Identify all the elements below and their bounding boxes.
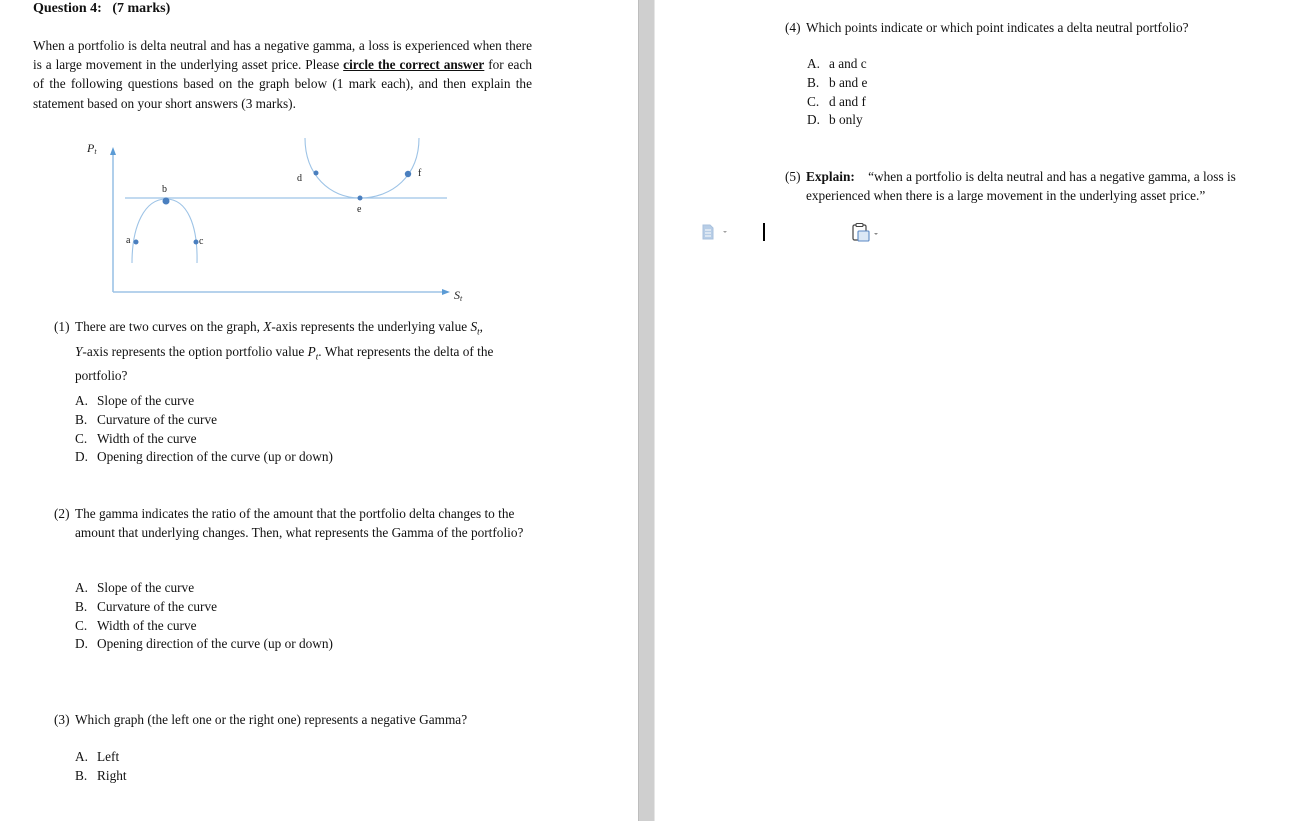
option-3b[interactable]: B. Right: [75, 767, 127, 783]
document-page-left: [0, 0, 638, 821]
label-c: c: [199, 236, 204, 247]
option-4a[interactable]: A. a and c: [807, 56, 867, 71]
point-e: [358, 196, 363, 201]
option-2b[interactable]: B. Curvature of the curve: [75, 598, 217, 614]
item-1-options: [75, 392, 333, 467]
document-format-icon: [702, 224, 730, 240]
item-number: (5): [785, 169, 801, 184]
option-1b[interactable]: B. Curvature of the curve: [75, 411, 217, 427]
point-f: [405, 171, 411, 177]
item-2-options: [75, 579, 333, 654]
question-item-1: [54, 317, 532, 385]
y-axis-label: Pt: [87, 141, 97, 156]
item-4-options: [807, 55, 867, 130]
option-1a[interactable]: A. Slope of the curve: [75, 393, 195, 408]
question-intro: [33, 36, 532, 113]
label-f: f: [418, 168, 422, 179]
x-axis-label: St: [454, 288, 463, 303]
option-4c[interactable]: C. d and f: [807, 93, 866, 109]
page-separator: [638, 0, 655, 821]
left-curve-negative-gamma: [132, 199, 197, 263]
option-2a[interactable]: A. Slope of the curve: [75, 580, 195, 595]
option-2d[interactable]: D. Opening direction of the curve (up or down): [75, 636, 333, 652]
label-b: b: [162, 184, 167, 195]
intro-text: When a portfolio is delta neutral and has a negative gamma, a loss is experienced when there is a large movement in the underlying asset price. Please: [33, 38, 532, 73]
point-d: [314, 171, 319, 176]
option-4d[interactable]: D. b only: [807, 112, 863, 128]
item-number: (1): [54, 319, 70, 334]
item-text: Which graph (the left one or the right one) represents a negative Gamma?: [75, 712, 468, 727]
question-item-5: [785, 167, 1265, 205]
label-a: a: [126, 235, 131, 246]
item-3-options: [75, 748, 127, 786]
paste-options-button[interactable]: [851, 222, 883, 249]
paste-options-icon: [851, 222, 883, 244]
explain-statement: “when a portfolio is delta neutral and has a negative gamma, a loss is experienced when there is a large movement in the underlying asset price.”: [806, 169, 1236, 203]
item-text: [806, 167, 1265, 205]
item-number: (3): [54, 712, 70, 727]
document-format-button[interactable]: [702, 224, 730, 245]
right-curve-positive-gamma: [305, 138, 419, 198]
question-item-3: [54, 710, 554, 729]
option-4b[interactable]: B. b and e: [807, 74, 868, 90]
point-c: [194, 240, 199, 245]
item-text: There are two curves on the graph, X-axis represents the underlying value $S_t$, Y-axis represents the option portfolio value $P_t$. What represents the delta of the portfolio?: [75, 319, 494, 384]
option-1d[interactable]: D. Opening direction of the curve (up or down): [75, 449, 333, 465]
option-3a[interactable]: A. Left: [75, 749, 120, 764]
intro-text-end: for each of the following questions based on the graph below (1 mark each), and then explain the statement based on your short answers (3 marks).: [33, 57, 532, 111]
text-cursor: [763, 223, 765, 241]
item-text: The gamma indicates the ratio of the amount that the portfolio delta changes to the amount that underlying changes. Then, what represents the Gamma of the portfolio?: [75, 506, 524, 540]
question-item-4: [785, 18, 1285, 37]
item-text: Which points indicate or which point indicates a delta neutral portfolio?: [806, 20, 1189, 35]
question-item-2: [54, 504, 536, 542]
option-1c[interactable]: C. Width of the curve: [75, 430, 197, 446]
portfolio-value-graph: [70, 130, 480, 310]
chevron-down-icon: [874, 233, 878, 235]
y-axis-arrow: [110, 147, 116, 155]
label-d: d: [297, 173, 302, 184]
explain-label: Explain:: [806, 169, 855, 184]
option-2c[interactable]: C. Width of the curve: [75, 617, 197, 633]
item-number: (2): [54, 506, 70, 521]
label-e: e: [357, 204, 362, 215]
document-page-right: [655, 0, 1314, 821]
question-title: Question 4: (7 marks): [33, 1, 171, 16]
chevron-down-icon: [723, 231, 727, 233]
x-axis-arrow: [442, 289, 450, 295]
point-b: [163, 198, 170, 205]
intro-emphasis: circle the correct answer: [343, 57, 485, 73]
item-number: (4): [785, 20, 801, 35]
point-a: [134, 240, 139, 245]
